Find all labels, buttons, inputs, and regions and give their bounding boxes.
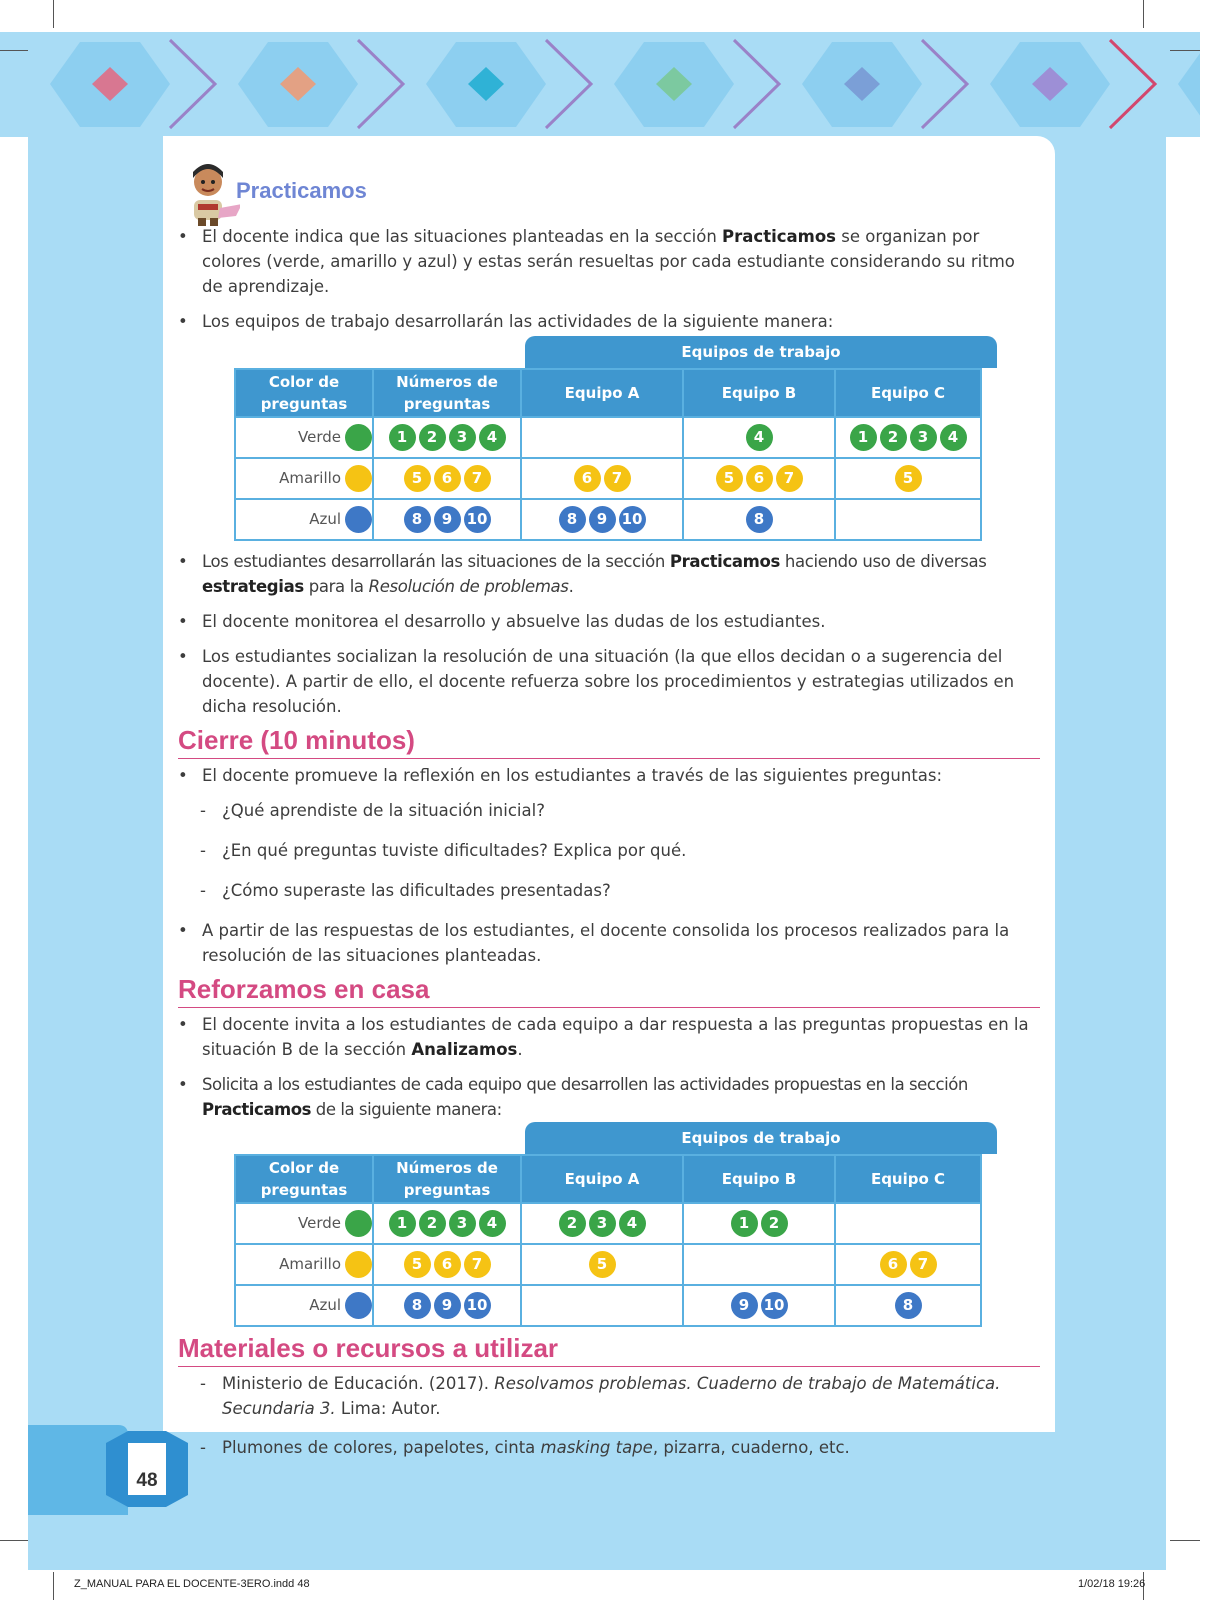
question-item: - ¿En qué preguntas tuviste dificultades? Explica por qué. bbox=[200, 841, 687, 860]
team-a-cell bbox=[521, 1244, 683, 1285]
practicamos-heading-row bbox=[178, 158, 1040, 226]
row-label: Azul bbox=[235, 499, 373, 540]
bullet-item: • Los estudiantes socializan la resolución de una situación (la que ellos decidan o a sugerencia del docente). A partir de ello, el docente refuerza sobre los procedimientos y estrategias utilizados en dicha resolución. bbox=[178, 647, 1015, 716]
row-label: Amarillo bbox=[235, 458, 373, 499]
page-number: 48 bbox=[136, 1470, 158, 1491]
question-number-chip: 10 bbox=[761, 1292, 788, 1319]
section-rule bbox=[178, 758, 1040, 759]
question-number-chip: 10 bbox=[464, 506, 491, 533]
team-a-cell bbox=[521, 458, 683, 499]
question-number-chip: 2 bbox=[419, 424, 446, 451]
numbers-cell bbox=[373, 417, 521, 458]
team-a-header: Equipo A bbox=[521, 1155, 683, 1203]
question-number-chip: 4 bbox=[940, 424, 967, 451]
question-number-chip: 9 bbox=[731, 1292, 758, 1319]
team-c-cell bbox=[835, 1244, 981, 1285]
reference-item: - Ministerio de Educación. (2017). Resolvamos problemas. Cuaderno de trabajo de Matemática. Secundaria 3. Lima: Autor. bbox=[200, 1374, 1001, 1418]
numbers-cell bbox=[373, 1244, 521, 1285]
table-row bbox=[235, 458, 981, 499]
question-number-chip: 5 bbox=[589, 1251, 616, 1278]
team-c-cell bbox=[835, 458, 981, 499]
question-number-chip: 6 bbox=[746, 465, 773, 492]
question-number-chip: 7 bbox=[464, 465, 491, 492]
crop-mark bbox=[53, 0, 54, 28]
question-number-chip: 2 bbox=[880, 424, 907, 451]
footer-date: 1/02/18 19:26 bbox=[1078, 1578, 1146, 1590]
page-number-badge bbox=[28, 1425, 198, 1515]
team-b-header: Equipo B bbox=[683, 1155, 835, 1203]
question-number-chip: 6 bbox=[880, 1251, 907, 1278]
team-a-cell bbox=[521, 1285, 683, 1326]
question-number-chip: 7 bbox=[604, 465, 631, 492]
question-number-chip: 8 bbox=[404, 506, 431, 533]
question-number-chip: 6 bbox=[434, 1251, 461, 1278]
equipos-header: Equipos de trabajo bbox=[525, 1122, 997, 1154]
question-number-chip: 10 bbox=[464, 1292, 491, 1319]
numbers-header: Números de preguntas bbox=[373, 369, 521, 417]
student-mascot-icon bbox=[184, 160, 240, 226]
team-b-cell bbox=[683, 417, 835, 458]
team-c-cell bbox=[835, 499, 981, 540]
question-number-chip: 8 bbox=[746, 506, 773, 533]
question-number-chip: 5 bbox=[716, 465, 743, 492]
color-header: Color de preguntas bbox=[235, 369, 373, 417]
color-swatch-icon bbox=[345, 1292, 372, 1319]
team-b-cell bbox=[683, 1285, 835, 1326]
question-number-chip: 3 bbox=[449, 1210, 476, 1237]
question-number-chip: 9 bbox=[434, 506, 461, 533]
question-number-chip: 7 bbox=[464, 1251, 491, 1278]
question-number-chip: 5 bbox=[404, 465, 431, 492]
equipos-header: Equipos de trabajo bbox=[525, 336, 997, 368]
question-number-chip: 6 bbox=[434, 465, 461, 492]
question-number-chip: 1 bbox=[850, 424, 877, 451]
page-content bbox=[178, 158, 1040, 1460]
numbers-header: Números de preguntas bbox=[373, 1155, 521, 1203]
row-label: Verde bbox=[235, 417, 373, 458]
bullet-item: • Los estudiantes desarrollarán las situaciones de la sección Practicamos haciendo uso de diversas estrategias para la Resolución de problemas. bbox=[178, 552, 987, 596]
row-label: Verde bbox=[235, 1203, 373, 1244]
question-number-chip: 8 bbox=[404, 1292, 431, 1319]
bullet-item: • Solicita a los estudiantes de cada equipo que desarrollen las actividades propuestas en la sección Practicamos de la siguiente manera: bbox=[178, 1075, 968, 1119]
question-number-chip: 9 bbox=[434, 1292, 461, 1319]
team-b-cell bbox=[683, 499, 835, 540]
crop-mark bbox=[53, 1572, 54, 1600]
question-item: - ¿Cómo superaste las dificultades presentadas? bbox=[200, 881, 611, 900]
table-row bbox=[235, 1203, 981, 1244]
table-row bbox=[235, 499, 981, 540]
materiales-title: Materiales o recursos a utilizar bbox=[178, 1333, 559, 1363]
table-row bbox=[235, 1285, 981, 1326]
row-label: Amarillo bbox=[235, 1244, 373, 1285]
question-number-chip: 4 bbox=[479, 424, 506, 451]
numbers-cell bbox=[373, 1285, 521, 1326]
question-number-chip: 1 bbox=[731, 1210, 758, 1237]
question-number-chip: 10 bbox=[619, 506, 646, 533]
bullet-item: • El docente invita a los estudiantes de cada equipo a dar respuesta a las preguntas propuestas en la situación B de la sección Analizamos. bbox=[178, 1015, 1029, 1059]
question-number-chip: 1 bbox=[389, 424, 416, 451]
numbers-cell bbox=[373, 458, 521, 499]
crop-mark bbox=[1143, 0, 1144, 28]
question-number-chip: 2 bbox=[761, 1210, 788, 1237]
team-b-cell bbox=[683, 1244, 835, 1285]
question-number-chip: 9 bbox=[589, 506, 616, 533]
row-label: Azul bbox=[235, 1285, 373, 1326]
question-number-chip: 5 bbox=[895, 465, 922, 492]
team-c-cell bbox=[835, 417, 981, 458]
color-swatch-icon bbox=[345, 424, 372, 451]
bullet-item: • Los equipos de trabajo desarrollarán las actividades de la siguiente manera: bbox=[178, 312, 834, 331]
question-number-chip: 2 bbox=[419, 1210, 446, 1237]
question-number-chip: 5 bbox=[404, 1251, 431, 1278]
cierre-title: Cierre (10 minutos) bbox=[178, 725, 415, 755]
numbers-cell bbox=[373, 1203, 521, 1244]
team-c-header: Equipo C bbox=[835, 369, 981, 417]
question-number-chip: 7 bbox=[910, 1251, 937, 1278]
color-swatch-icon bbox=[345, 1210, 372, 1237]
bullet-item: • El docente monitorea el desarrollo y absuelve las dudas de los estudiantes. bbox=[178, 612, 826, 631]
team-a-cell bbox=[521, 417, 683, 458]
team-b-cell bbox=[683, 458, 835, 499]
bullet-item: • El docente indica que las situaciones planteadas en la sección Practicamos se organizan por colores (verde, amarillo y azul) y estas serán resueltas por cada estudiante considerando su ritmo de aprendizaje. bbox=[178, 227, 1015, 296]
question-number-chip: 4 bbox=[479, 1210, 506, 1237]
teams-table-1 bbox=[234, 336, 1040, 541]
team-c-cell bbox=[835, 1285, 981, 1326]
footer-filename: Z_MANUAL PARA EL DOCENTE-3ERO.indd 48 bbox=[74, 1578, 310, 1590]
question-number-chip: 4 bbox=[619, 1210, 646, 1237]
teams-table bbox=[234, 1154, 982, 1327]
teams-table-2 bbox=[234, 1122, 1040, 1327]
question-number-chip: 6 bbox=[574, 465, 601, 492]
section-rule bbox=[178, 1007, 1040, 1008]
materials-item: - Plumones de colores, papelotes, cinta masking tape, pizarra, cuaderno, etc. bbox=[200, 1438, 850, 1457]
question-number-chip: 8 bbox=[559, 506, 586, 533]
decorative-banner bbox=[0, 32, 1200, 137]
team-b-cell bbox=[683, 1203, 835, 1244]
question-number-chip: 1 bbox=[389, 1210, 416, 1237]
section-rule bbox=[178, 1366, 1040, 1367]
color-swatch-icon bbox=[345, 1251, 372, 1278]
team-a-header: Equipo A bbox=[521, 369, 683, 417]
question-item: - ¿Qué aprendiste de la situación inicial? bbox=[200, 801, 545, 820]
teams-table bbox=[234, 368, 982, 541]
question-number-chip: 2 bbox=[559, 1210, 586, 1237]
crop-mark bbox=[0, 1540, 28, 1541]
color-swatch-icon bbox=[345, 506, 372, 533]
team-c-header: Equipo C bbox=[835, 1155, 981, 1203]
question-number-chip: 7 bbox=[776, 465, 803, 492]
crop-mark bbox=[0, 50, 28, 51]
bullet-item: • A partir de las respuestas de los estudiantes, el docente consolida los procesos realizados para la resolución de las situaciones planteadas. bbox=[178, 921, 1010, 965]
team-c-cell bbox=[835, 1203, 981, 1244]
crop-mark bbox=[1170, 1540, 1200, 1541]
crop-mark bbox=[1170, 50, 1200, 51]
practicamos-title: Practicamos bbox=[236, 178, 367, 203]
reforzamos-title: Reforzamos en casa bbox=[178, 974, 430, 1004]
question-number-chip: 3 bbox=[449, 424, 476, 451]
team-b-header: Equipo B bbox=[683, 369, 835, 417]
color-swatch-icon bbox=[345, 465, 372, 492]
bullet-item: • El docente promueve la reflexión en los estudiantes a través de las siguientes preguntas: bbox=[178, 766, 943, 785]
table-row bbox=[235, 417, 981, 458]
team-a-cell bbox=[521, 1203, 683, 1244]
color-header: Color de preguntas bbox=[235, 1155, 373, 1203]
team-a-cell bbox=[521, 499, 683, 540]
numbers-cell bbox=[373, 499, 521, 540]
table-row bbox=[235, 1244, 981, 1285]
question-number-chip: 8 bbox=[895, 1292, 922, 1319]
question-number-chip: 3 bbox=[589, 1210, 616, 1237]
question-number-chip: 4 bbox=[746, 424, 773, 451]
question-number-chip: 3 bbox=[910, 424, 937, 451]
